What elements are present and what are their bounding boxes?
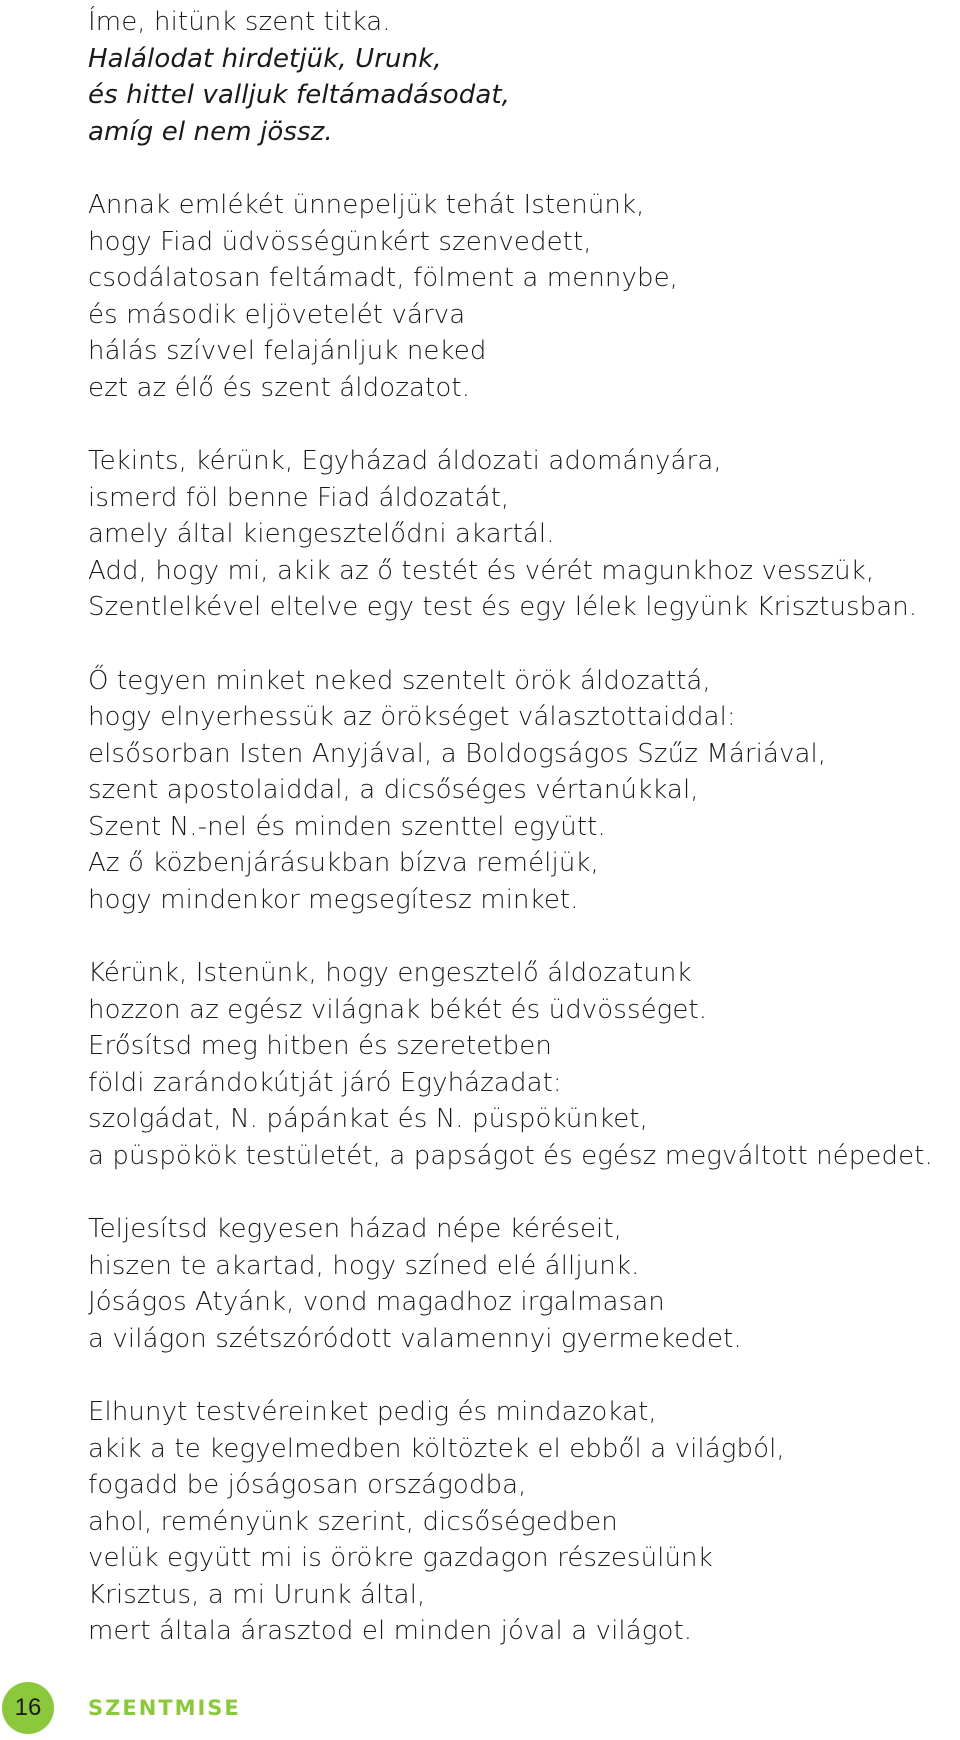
text-line: hogy Fiad üdvösségünkért szenvedett, <box>88 226 592 257</box>
page-footer <box>0 1680 960 1740</box>
text-line: amíg el nem jössz. <box>88 116 333 147</box>
text-line: velük együtt mi is örökre gazdagon részesülünk <box>88 1543 713 1573</box>
text-line: Az ő közbenjárásukban bízva reméljük, <box>88 848 599 878</box>
text-line: Szentlelkével eltelve egy test és egy lélek legyünk Krisztusban. <box>88 592 918 622</box>
text-line: csodálatosan feltámadt, fölment a mennybe, <box>88 263 679 293</box>
text-line: Tekints, kérünk, Egyházad áldozati adományára, <box>88 446 722 476</box>
text-line: elsősorban Isten Anyjával, a Boldogságos Szűz Máriával, <box>88 738 827 769</box>
text-line: Halálodat hirdetjük, Urunk, <box>88 43 442 74</box>
stanza <box>88 955 948 1174</box>
text-line: ismerd föl benne Fiad áldozatát, <box>88 482 510 513</box>
text-line: Add, hogy mi, akik az ő testét és vérét magunkhoz vesszük, <box>88 555 875 586</box>
text-line: amely által kiengesztelődni akartál. <box>88 519 555 549</box>
text-line: Kérünk, Istenünk, hogy engesztelő áldozatunk <box>88 958 692 988</box>
text-line: mert általa árasztod el minden jóval a világot. <box>88 1616 693 1646</box>
stanza <box>88 663 948 919</box>
page-number-badge: 16 <box>2 1682 54 1734</box>
text-line: hozzon az egész világnak békét és üdvösséget. <box>88 994 708 1025</box>
stanza <box>88 187 948 406</box>
text-line: ahol, reményünk szerint, dicsőségedben <box>88 1506 618 1537</box>
text-line: Erősítsd meg hitben és szeretetben <box>88 1031 552 1061</box>
stanza <box>88 1211 948 1357</box>
text-line: hiszen te akartad, hogy színed elé álljunk. <box>88 1250 640 1281</box>
text-line: akik a te kegyelmedben költöztek el ebből a világból, <box>88 1433 785 1464</box>
text-line: hálás szívvel felajánljuk neked <box>88 336 487 366</box>
text-line: a püspökök testületét, a papságot és egész megváltott népedet. <box>88 1140 933 1171</box>
text-line: földi zarándokútját járó Egyházadat: <box>88 1067 562 1098</box>
text-line: Annak emlékét ünnepeljük tehát Istenünk, <box>88 190 645 220</box>
text-line: Ő tegyen minket neked szentelt örök áldozattá, <box>88 665 711 696</box>
text-line: hogy elnyerhessük az örökséget választottaiddal: <box>88 702 736 732</box>
text-line: és hittel valljuk feltámadásodat, <box>88 80 511 110</box>
text-line: Krisztus, a mi Urunk által, <box>88 1579 426 1610</box>
text-line: Teljesítsd kegyesen házad népe kéréseit, <box>88 1214 623 1244</box>
text-line: fogadd be jóságosan országodba, <box>88 1470 527 1500</box>
stanza <box>88 443 948 626</box>
prayer-text <box>88 4 948 1650</box>
text-line: Íme, hitünk szent titka. <box>88 7 391 37</box>
text-line: a világon szétszóródott valamennyi gyermekedet. <box>88 1323 742 1354</box>
stanza <box>88 1394 948 1650</box>
text-line: és második eljövetelét várva <box>88 299 466 330</box>
section-label: SZENTMISE <box>88 1696 241 1720</box>
text-line: szent apostolaiddal, a dicsőséges vértanúkkal, <box>88 775 699 805</box>
text-line: Szent N.-nel és minden szenttel együtt. <box>88 811 606 842</box>
text-line: hogy mindenkor megsegítesz minket. <box>88 884 579 915</box>
text-line: szolgádat, N. pápánkat és N. püspökünket, <box>88 1104 648 1134</box>
text-line: ezt az élő és szent áldozatot. <box>88 372 470 403</box>
text-line: Elhunyt testvéreinket pedig és mindazokat, <box>88 1397 657 1427</box>
text-line: Jóságos Atyánk, vond magadhoz irgalmasan <box>88 1287 665 1317</box>
stanza <box>88 4 948 150</box>
